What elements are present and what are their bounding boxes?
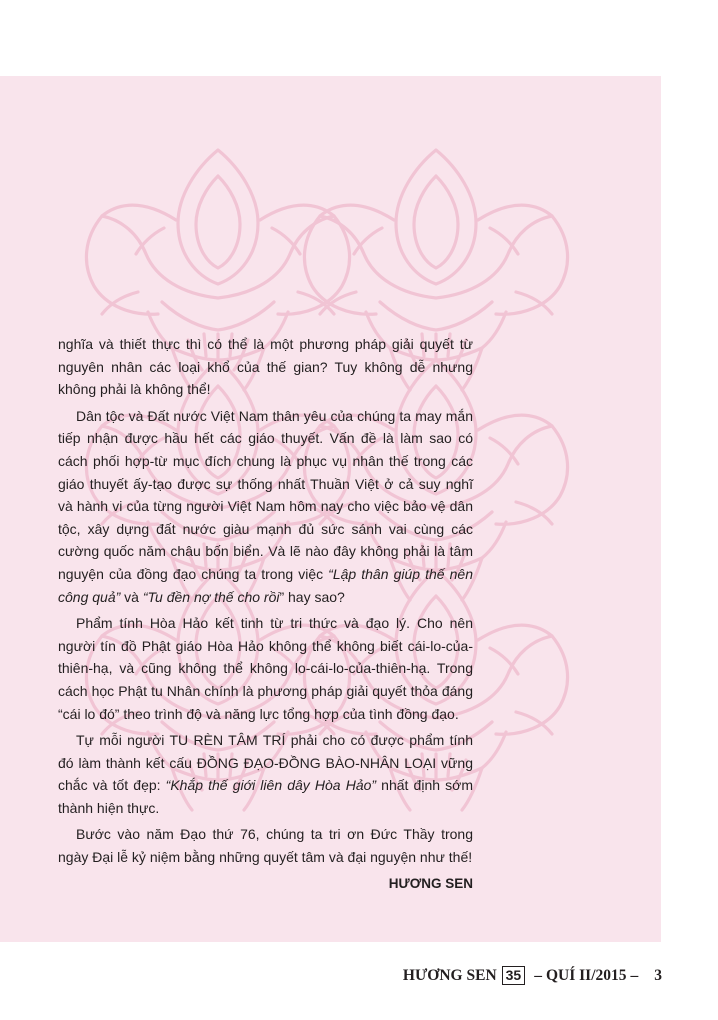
paragraph-3: Phẩm tính Hòa Hảo kết tinh từ tri thức và đạo lý. Cho nên người tín đồ Phật giáo Hòa Hảo không thể không biết cái-lo-của-thiên-hạ, và cũng không thể không lo-cái-lo-của-thiên-hạ. Trong cách học Phật tu Nhân chính là phương pháp giải quyết thỏa đáng “cái lo đó” theo trình độ và năng lực tổng hợp của tình đồng đạo. bbox=[58, 615, 473, 722]
page-number: 3 bbox=[654, 966, 662, 984]
quote-lap-than: “Lập thân giúp thế nên công quả” bbox=[58, 565, 473, 605]
footer-separator: – bbox=[534, 966, 542, 984]
footer-quarter: QUÍ II/2015 bbox=[545, 966, 627, 984]
page-footer bbox=[403, 966, 662, 985]
footer-magazine-name: HƯƠNG SEN bbox=[402, 966, 497, 984]
paragraph-1: nghĩa và thiết thực thì có thể là một phương pháp giải quyết từ nguyên nhân các loại khổ của thế gian? Tuy không dễ nhưng không phải là không thể! bbox=[58, 336, 473, 398]
quote-tu-den-no: “Tu đền nợ thế cho rồi bbox=[142, 588, 280, 605]
footer-separator: – bbox=[630, 966, 639, 984]
author-signature: HƯƠNG SEN bbox=[388, 875, 473, 891]
quote-khap-the-gioi: “Khắp thế giới liên dây Hòa Hảo” bbox=[165, 777, 377, 794]
footer-issue-number: 35 bbox=[502, 966, 526, 985]
paragraph-2: Dân tộc và Đất nước Việt Nam thân yêu của chúng ta may mắn tiếp nhận được hầu hết các giáo thuyết. Vấn đề là làm sao có cách phối hợp-từ mục đích chung là phục vụ nhân thế trong các giáo thuyết ấy-tạo được sự thống nhất Thuần Việt ở cả suy nghĩ và hành vi của từng người Việt Nam hôm nay cho việc bảo vệ dân tộc, xây dựng đất nước giàu mạnh đủ sức sánh vai cùng các cường quốc năm châu bốn biển. Và lẽ nào đây không phải là tâm nguyện của đồng đạo chúng ta trong việc “Lập thân giúp thế nên công quả” và “Tu đền nợ thế cho rồi” hay sao? bbox=[58, 407, 473, 605]
paragraph-5: Bước vào năm Đạo thứ 76, chúng ta tri ơn Đức Thầy trong ngày Đại lễ kỷ niệm bằng những quyết tâm và đại nguyện như thế! bbox=[58, 826, 473, 866]
paragraph-4: Tự mỗi người TU RÈN TÂM TRÍ phải cho có được phẩm tính đó làm thành kết cấu ĐỒNG ĐẠO-ĐỒNG BÀO-NHÂN LOẠI vững chắc và tốt đẹp: “Khắp thế giới liên dây Hòa Hảo” nhất định sớm thành hiện thực. bbox=[58, 732, 473, 816]
article-body bbox=[58, 333, 473, 895]
